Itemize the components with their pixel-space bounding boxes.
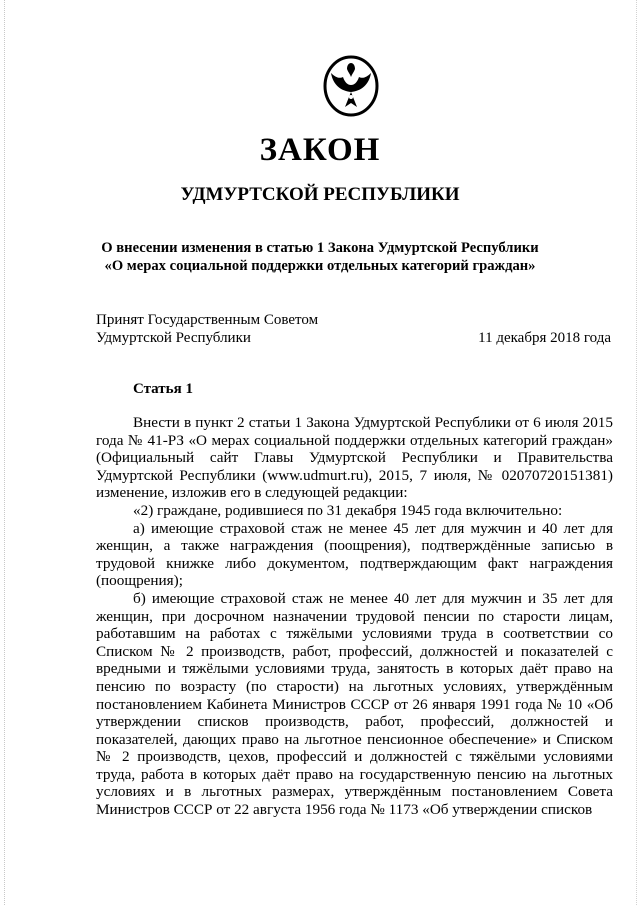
law-heading-line: «О мерах социальной поддержки отдельных категорий граждан» bbox=[104, 258, 536, 274]
paragraph: «2) граждане, родившиеся по 31 декабря 1945 года включительно: bbox=[133, 501, 563, 519]
paragraph: Внести в пункт 2 статьи 1 Закона Удмуртской Республики от 6 июля 2015 года № 41-РЗ «О мерах социальной поддержки отдельных категорий граждан» (Официальный сайт Главы Удмуртской Республики и Правительства Удмуртской Республики (www.udmurt.ru), 2015, 7 июля, № 02070720151381) изменение, изложив его в следующей редакции: bbox=[96, 414, 613, 502]
adoption-date: 11 декабря 2018 года bbox=[478, 330, 611, 346]
adopted-by-line: Принят Государственным Советом bbox=[96, 312, 319, 328]
coat-of-arms-icon bbox=[323, 55, 379, 117]
document-title: ЗАКОН bbox=[259, 132, 381, 168]
article-title: Статья 1 bbox=[133, 381, 193, 397]
adopted-by-line: Удмуртской Республики bbox=[96, 330, 251, 346]
law-heading bbox=[0, 239, 640, 275]
document-subtitle: УДМУРТСКОЙ РЕСПУБЛИКИ bbox=[180, 184, 460, 205]
paragraph: б) имеющие страховой стаж не менее 40 лет для мужчин и 35 лет для женщин, при досрочном назначении трудовой пенсии по старости лицам, работавшим на работах с тяжёлыми условиями труда в соответствии со Списком № 2 производств, работ, профессий, должностей и показателей с вредными и тяжёлыми условиями труда, занятость в которых даёт право на пенсию по возрасту (по старости) на льготных условиях, утверждённым постановлением Кабинета Министров СССР от 26 января 1991 года № 10 «Об утверждении списков производств, работ, профессий, должностей и показателей, дающих право на льготное пенсионное обеспечение» и Списком № 2 производств, цехов, профессий и должностей с тяжёлыми условиями труда, работа в которых даёт право на государственную пенсию на льготных условиях и в льготных размерах, утверждённым постановлением Совета Министров СССР от 22 августа 1956 года № 1173 «Об утверждении списков bbox=[96, 589, 613, 819]
adoption-block bbox=[96, 311, 611, 347]
law-heading-line: О внесении изменения в статью 1 Закона Удмуртской Республики bbox=[101, 240, 539, 256]
article-body bbox=[96, 414, 613, 819]
paragraph: а) имеющие страховой стаж не менее 45 лет для мужчин и 40 лет для женщин, а также награждения (поощрения), подтверждённые записью в трудовой книжке либо документом, подтверждающим факт награждения (поощрения); bbox=[96, 519, 613, 590]
